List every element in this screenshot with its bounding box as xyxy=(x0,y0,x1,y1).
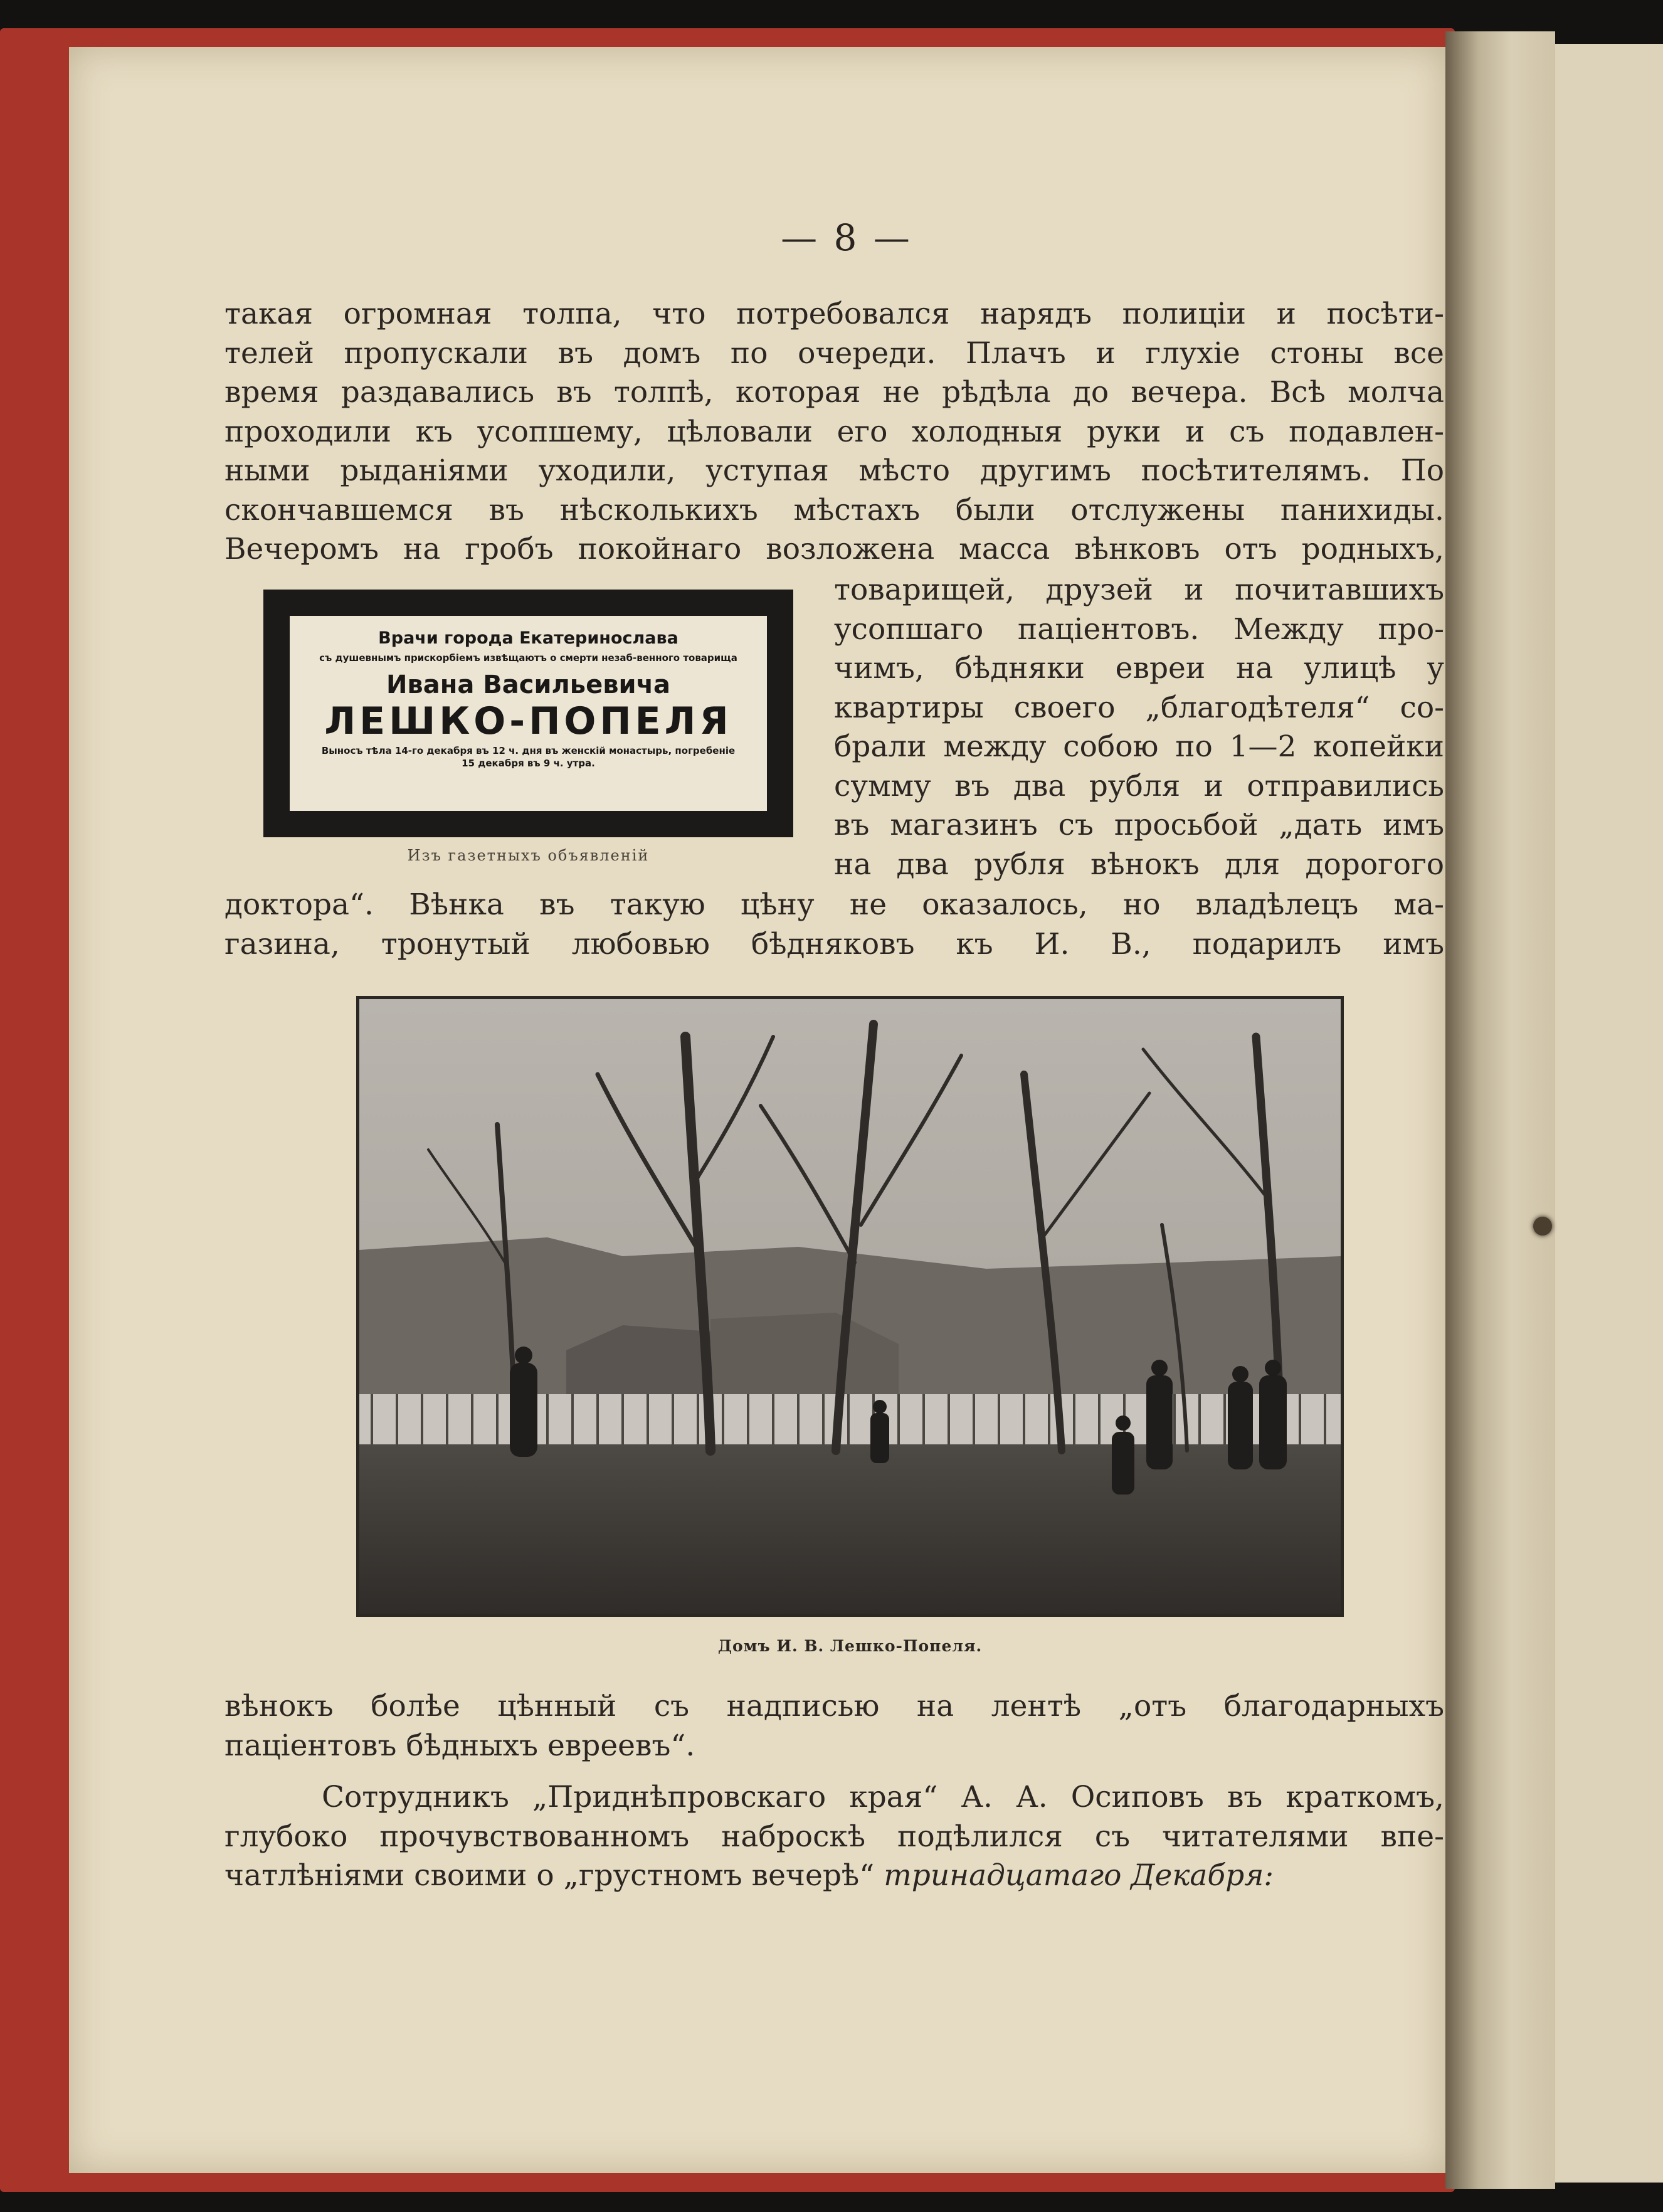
text-line: проходили къ усопшему, цѣловали его холодныя руки и съ подавлен- xyxy=(224,414,1444,449)
right-column-text xyxy=(834,571,1444,884)
italic-text-run: тринадцатаго Декабря: xyxy=(884,1858,1274,1893)
obituary-caption: Изъ газетныхъ объявленій xyxy=(407,847,650,864)
text-line: усопшаго паціентовъ. Между про- xyxy=(834,611,1444,647)
text-line xyxy=(224,1856,1444,1896)
text-line: телей пропускали въ домъ по очереди. Плачъ и глухіе стоны все xyxy=(224,336,1444,371)
text-line: паціентовъ бѣдныхъ евреевъ“. xyxy=(224,1728,695,1763)
text-line: сумму въ два рубля и отправились xyxy=(834,768,1444,803)
paragraph-3 xyxy=(224,1687,1444,1765)
text-line: такая огромная толпа, что потребовался нарядъ полиціи и посѣти- xyxy=(224,297,1444,331)
paper-damage-mark xyxy=(1533,1217,1552,1236)
obituary-first-name: Ивана Васильевича xyxy=(386,670,671,699)
text-line: квартиры своего „благодѣтеля“ со- xyxy=(834,690,1444,725)
paragraph-2 xyxy=(224,886,1444,964)
next-page-edge xyxy=(1555,44,1663,2183)
text-line: глубоко прочувствованномъ наброскѣ подѣлился съ читателями впе- xyxy=(224,1819,1444,1854)
house-photograph xyxy=(356,996,1344,1617)
paragraph-4 xyxy=(224,1778,1444,1896)
text-line: вѣнокъ болѣе цѣнный съ надписью на лентѣ „отъ благодарныхъ xyxy=(224,1689,1444,1723)
text-line: на два рубля вѣнокъ для дорогого xyxy=(834,847,1444,882)
text-line: чимъ, бѣдняки евреи на улицѣ у xyxy=(834,651,1444,685)
text-run: чатлѣніями своими о „грустномъ вечерѣ“ xyxy=(224,1858,884,1893)
text-line: доктора“. Вѣнка въ такую цѣну не оказалось, но владѣлецъ ма- xyxy=(224,887,1444,922)
obituary-announcement: съ душевнымъ прискорбіемъ извѣщаютъ о смерти незаб-венного товарища xyxy=(319,652,737,664)
text-line: время раздавались въ толпѣ, которая не рѣдѣла до вечера. Всѣ молча xyxy=(224,375,1444,410)
photo-scene xyxy=(359,999,1341,1614)
text-line: Вечеромъ на гробъ покойнаго возложена масса вѣнковъ отъ родныхъ, xyxy=(224,532,1444,566)
text-line: газина, тронутый любовью бѣдняковъ къ И. В., подарилъ имъ xyxy=(224,926,1444,961)
obituary-heading: Врачи города Екатеринослава xyxy=(378,628,678,648)
obituary-surname: ЛЕШКО-ПОПЕЛЯ xyxy=(324,699,732,743)
book-gutter xyxy=(1445,31,1555,2189)
photo-caption: Домъ И. В. Лешко-Попеля. xyxy=(717,1637,983,1655)
obituary-notice xyxy=(263,590,793,837)
paragraph-1 xyxy=(224,295,1444,569)
text-line: товарищей, друзей и почитавшихъ xyxy=(834,573,1444,607)
text-line: ными рыданіями уходили, уступая мѣсто другимъ посѣтителямъ. По xyxy=(224,453,1444,488)
text-line: скончавшемся въ нѣсколькихъ мѣстахъ были отслужены панихиды. xyxy=(224,492,1444,527)
obituary-funeral-details: Выносъ тѣла 14-го декабря въ 12 ч. дня въ женскій монастырь, погребеніе 15 декабря въ 9 ч. утра. xyxy=(321,745,736,769)
text-line: Сотрудникъ „Приднѣпровскаго края“ А. А. Осиповъ въ краткомъ, xyxy=(322,1780,1444,1814)
page-number: — 8 — xyxy=(781,216,912,259)
obituary-frame xyxy=(290,616,767,811)
text-line: брали между собою по 1—2 копейки xyxy=(834,729,1444,764)
text-line: въ магазинъ съ просьбой „дать имъ xyxy=(834,808,1444,842)
